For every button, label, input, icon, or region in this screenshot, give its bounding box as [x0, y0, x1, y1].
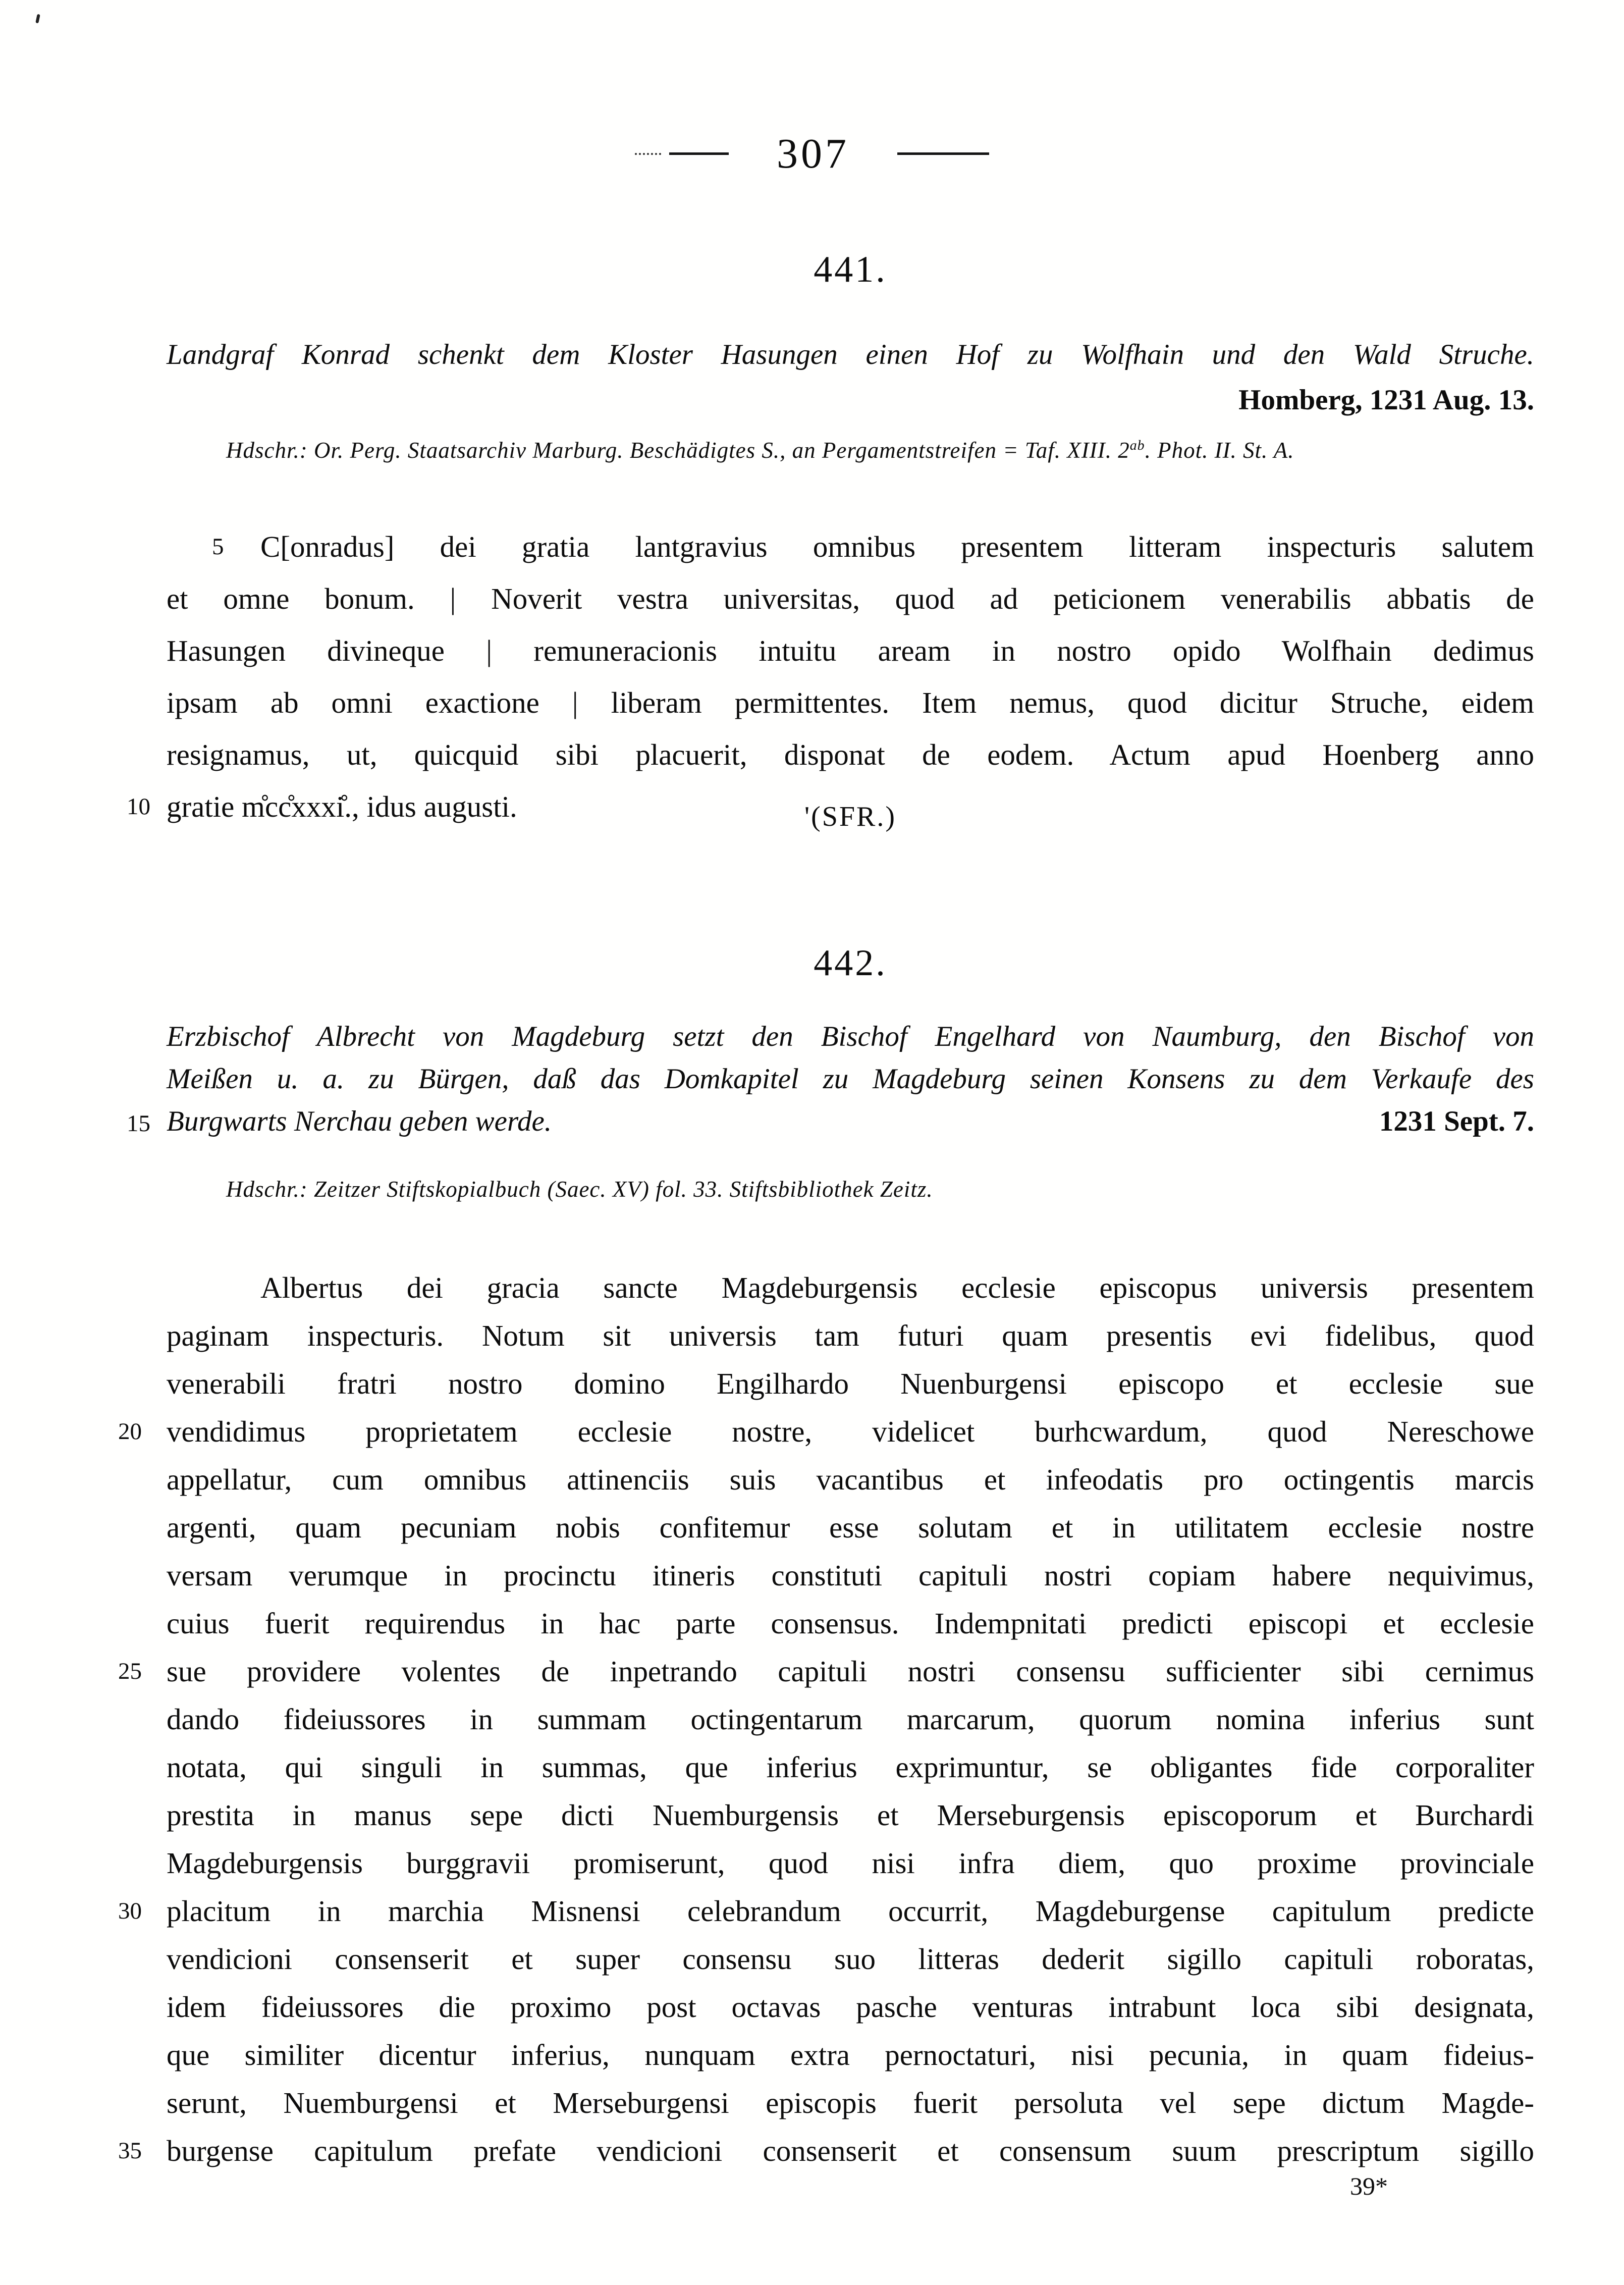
regest-tail: Burgwarts Nerchau geben werde. [167, 1105, 552, 1137]
text-line [118, 2127, 1534, 2175]
text-line: Erzbischof Albrecht von Magdeburg setzt den Bischof Engelhard von Naumburg, den Bischof von [167, 1021, 1534, 1052]
source-superscript: ab [1129, 438, 1145, 453]
doc-441-signature: '(SFR.) [804, 801, 897, 832]
doc-441-number: 441. [814, 249, 887, 290]
text-line-content: C[onradus] dei gratia lantgravius omnibus presentem litteram inspecturis salutem [260, 530, 1534, 563]
text-line: ipsam ab omni exactione | liberam permittentes. Item nemus, quod dicitur Struche, eidem [167, 686, 1534, 719]
text-line: prestita in manus sepe dicti Nuemburgensis et Merseburgensis episcoporum et Burchardi [167, 1798, 1534, 1832]
text-line [127, 1100, 1534, 1143]
source-text: Hdschr.: Or. Perg. Staatsarchiv Marburg. Beschädigtes S., an Pergamentstreifen = Taf. XIII. 2 [226, 438, 1130, 463]
scan-speck [35, 14, 40, 24]
text-line: cuius fuerit requirendus in hac parte consensus. Indempnitati predicti episcopi et ecclesie [167, 1607, 1534, 1640]
margin-line-number: 5 [212, 534, 224, 560]
source-text: . Phot. II. St. A. [1145, 438, 1294, 463]
margin-line-number: 35 [118, 2138, 142, 2164]
text-line: dando fideiussores in summam octingentarum marcarum, quorum nomina inferius sunt [167, 1703, 1534, 1736]
text-line [118, 1887, 1534, 1935]
text-line: Albertus dei gracia sancte Magdeburgensis ecclesie episcopus universis presentem [260, 1271, 1534, 1304]
text-line-content: gratie m̊cc̊xxxi̊., idus augusti. [167, 790, 517, 823]
text-line: paginam inspecturis. Notum sit universis tam futuri quam presentis evi fidelibus, quod [167, 1319, 1534, 1352]
text-line [118, 1648, 1534, 1695]
text-line: Hasungen divineque | remuneracionis intuitu aream in nostro opido Wolfhain dedimus [167, 634, 1534, 667]
text-line-content: placitum in marchia Misnensi celebrandum occurrit, Magdeburgense capitulum predicte [167, 1894, 1534, 1928]
page-footer-signature: 39* [1350, 2172, 1388, 2200]
doc-442-regest [127, 1016, 1534, 1143]
margin-line-number: 15 [127, 1110, 150, 1137]
text-line-content: sue providere volentes de inpetrando capituli nostri consensu sufficienter sibi cernimus [167, 1655, 1534, 1688]
doc-441-regest: Landgraf Konrad schenkt dem Kloster Hasungen einen Hof zu Wolfhain und den Wald Struche. [167, 339, 1534, 370]
text-line: vendicioni consenserit et super consensu suo litteras dederit sigillo capituli roboratas, [167, 1942, 1534, 1976]
margin-line-number: 10 [127, 793, 150, 820]
doc-441-body [127, 521, 1534, 833]
doc-442-source: Hdschr.: Zeitzer Stiftskopialbuch (Saec. XV) fol. 33. Stiftsbibliothek Zeitz. [226, 1177, 933, 1202]
doc-442-body [118, 1264, 1534, 2175]
text-line [118, 1408, 1534, 1456]
header-rule-left [635, 152, 729, 155]
page-header [128, 129, 1496, 178]
text-line: argenti, quam pecuniam nobis confitemur esse solutam et in utilitatem ecclesie nostre [167, 1511, 1534, 1544]
text-line [167, 521, 1534, 573]
text-line: appellatur, cum omnibus attinenciis suis vacantibus et infeodatis pro octingentis marcis [167, 1463, 1534, 1496]
margin-line-number: 30 [118, 1898, 142, 1924]
text-line-content: burgense capitulum prefate vendicioni consenserit et consensum suum prescriptum sigillo [167, 2134, 1534, 2167]
doc-442-date: 1231 Sept. 7. [1379, 1105, 1534, 1137]
text-line: serunt, Nuemburgensi et Merseburgensi episcopis fuerit persoluta vel sepe dictum Magde- [167, 2086, 1534, 2119]
text-line: que similiter dicentur inferius, nunquam extra pernoctaturi, nisi pecunia, in quam fideius- [167, 2038, 1534, 2071]
text-line: idem fideiussores die proximo post octavas pasche venturas intrabunt loca sibi designata, [167, 1990, 1534, 2024]
text-line: resignamus, ut, quicquid sibi placuerit, disponat de eodem. Actum apud Hoenberg anno [167, 738, 1534, 771]
header-rule-right [897, 152, 989, 155]
text-line: Meißen u. a. zu Bürgen, daß das Domkapitel zu Magdeburg seinen Konsens zu dem Verkaufe des [167, 1063, 1534, 1095]
margin-line-number: 20 [118, 1418, 142, 1445]
text-line: venerabili fratri nostro domino Engilhardo Nuenburgensi episcopo et ecclesie sue [167, 1367, 1534, 1400]
page-number: 307 [777, 130, 849, 177]
text-line: Magdeburgensis burggravii promiserunt, quod nisi infra diem, quo proxime provinciale [167, 1846, 1534, 1880]
text-line: versam verumque in procinctu itineris constituti capituli nostri copiam habere nequivimus, [167, 1559, 1534, 1592]
text-line-content: vendidimus proprietatem ecclesie nostre, videlicet burhcwardum, quod Nereschowe [167, 1415, 1534, 1448]
text-line: notata, qui singuli in summas, que inferius exprimuntur, se obligantes fide corporaliter [167, 1750, 1534, 1784]
doc-441-source [167, 437, 1594, 463]
doc-442-number: 442. [814, 942, 887, 984]
doc-441-date: Homberg, 1231 Aug. 13. [1238, 384, 1534, 416]
margin-line-number: 25 [118, 1658, 142, 1684]
text-line: et omne bonum. | Noverit vestra universitas, quod ad peticionem venerabilis abbatis de [167, 582, 1534, 615]
